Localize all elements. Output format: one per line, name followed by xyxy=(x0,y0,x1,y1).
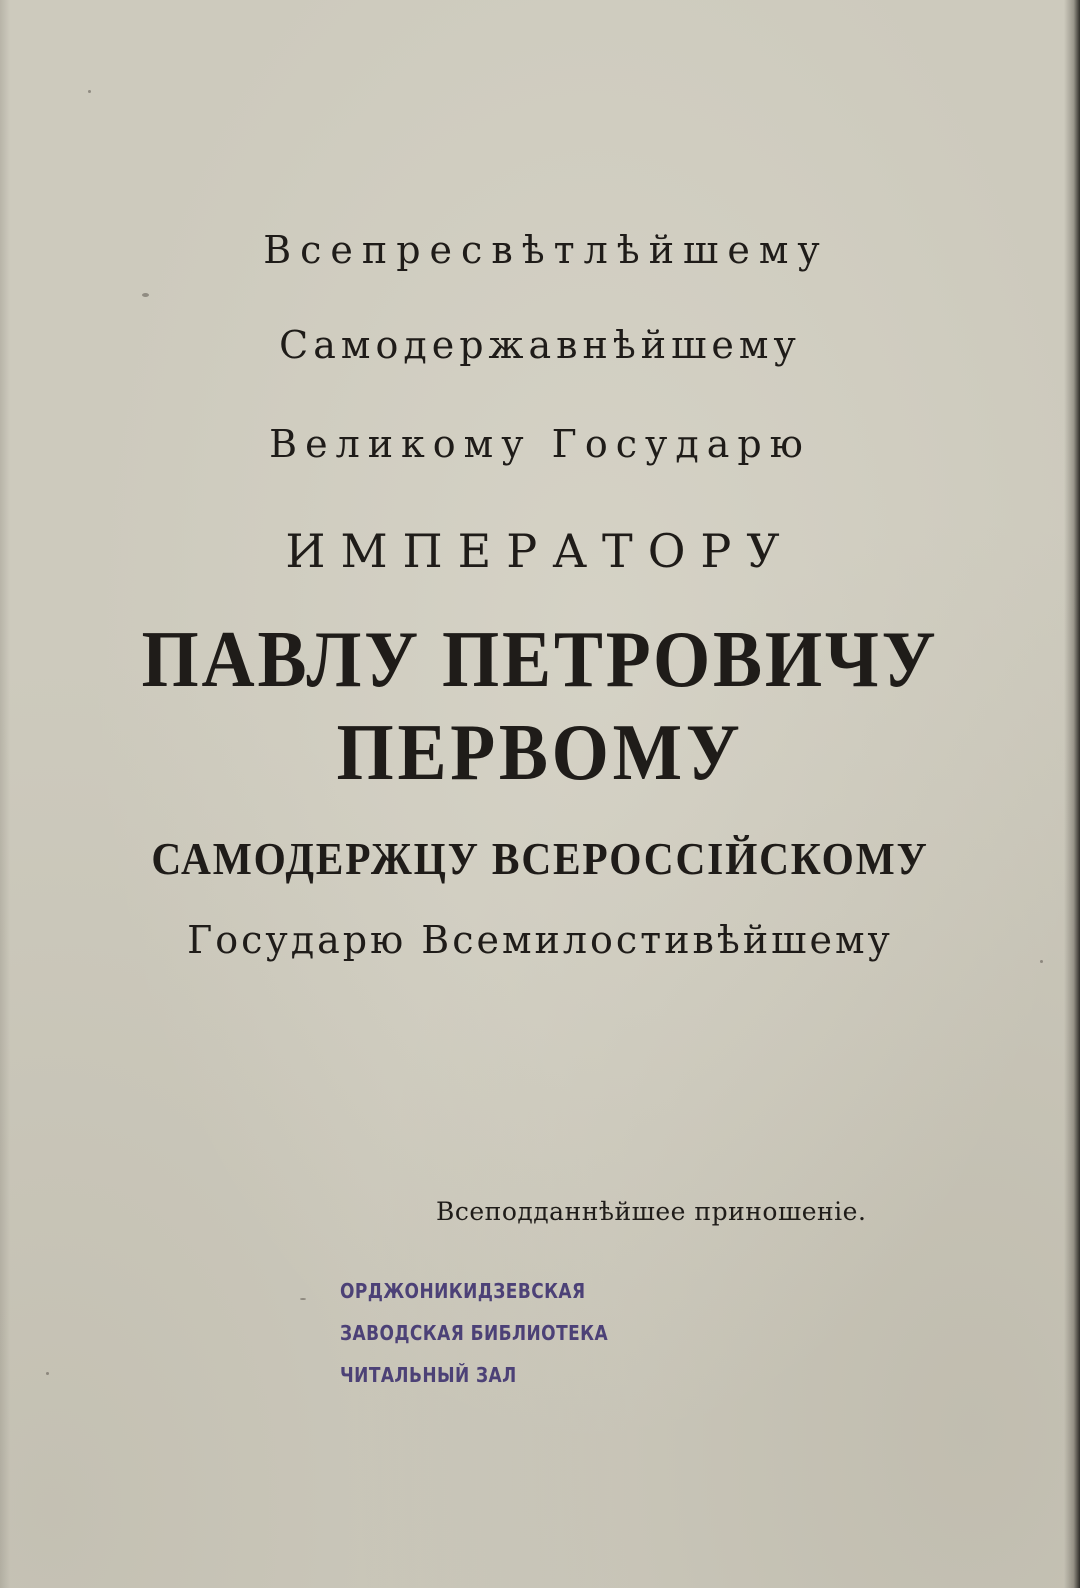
dedication-line-3: Великому Государю xyxy=(269,422,811,466)
dedication-line-2: Самодержавнѣйшему xyxy=(279,323,801,367)
offering-text: Всеподданнѣйшее приношеніе. xyxy=(436,1197,867,1226)
emperor-ordinal: ПЕРВОМУ xyxy=(336,709,744,797)
paper-speck xyxy=(46,1372,49,1375)
library-stamp xyxy=(340,1270,609,1396)
paper-speck xyxy=(142,293,149,297)
dedication-line-1: Всепресвѣтлѣйшему xyxy=(263,228,829,272)
dedication-line-7: САМОДЕРЖЦУ ВСЕРОССІЙСКОМУ xyxy=(151,833,929,884)
paper-speck xyxy=(88,90,91,93)
dedication-line-4: ИМПЕРАТОРУ xyxy=(285,524,795,578)
dedication-line-8: Государю Всемилостивѣйшему xyxy=(187,918,893,962)
stamp-line-1: ОРДЖОНИКИДЗЕВСКАЯ xyxy=(340,1279,586,1303)
paper-speck xyxy=(300,1298,306,1300)
stamp-line-2: ЗАВОДСКАЯ БИБЛИОТЕКА xyxy=(340,1321,609,1345)
stamp-line-3: ЧИТАЛЬНЫЙ ЗАЛ xyxy=(340,1363,517,1387)
emperor-name: ПАВЛУ ПЕТРОВИЧУ xyxy=(141,616,939,704)
